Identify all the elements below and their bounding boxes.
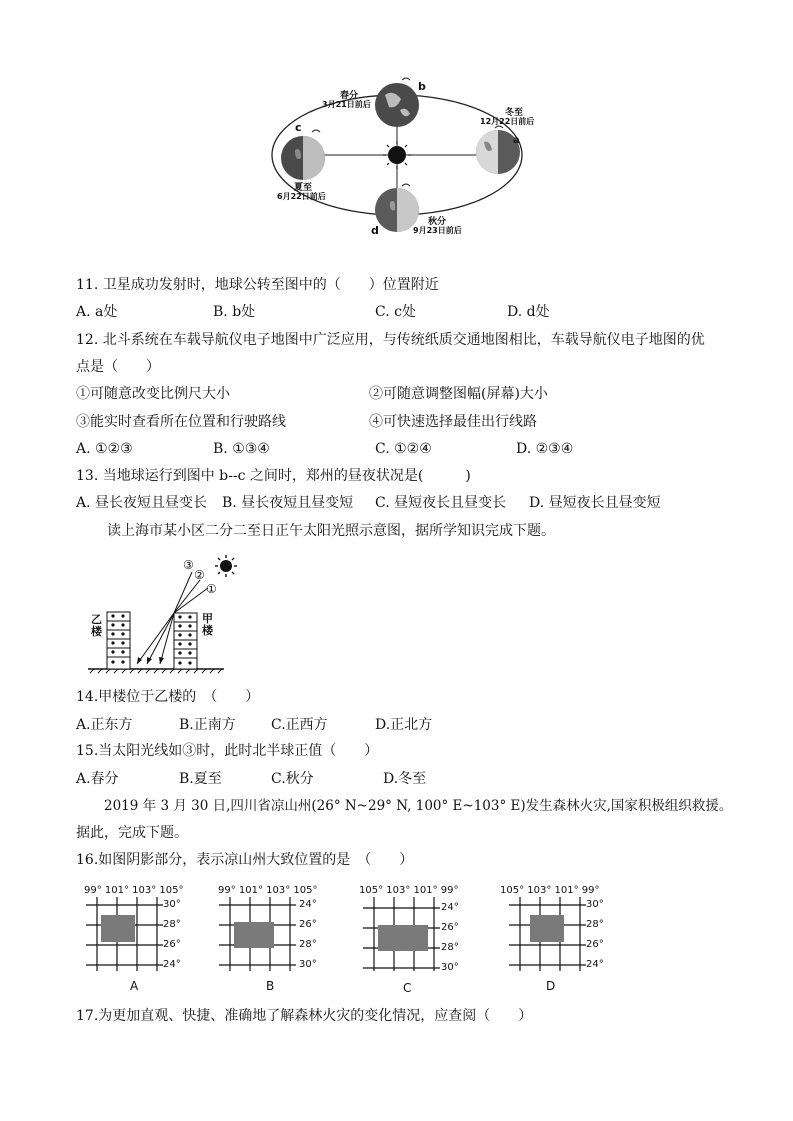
grid-a-r1: 30° bbox=[163, 899, 181, 910]
grid-c-top: 105° 103° 101° 99° bbox=[359, 885, 459, 896]
q12-stem-line1: 12. 北斗系统在车载导航仪电子地图中广泛应用，与传统纸质交通地图相比，车载导航仪电子地图的优 bbox=[76, 332, 705, 348]
orbit-label-c-date: 6月22日前后 bbox=[277, 192, 326, 201]
grid-c-r1: 24° bbox=[441, 902, 459, 913]
q11-option-d: D. d处 bbox=[507, 304, 550, 320]
q12-item-4: ④可快速选择最佳出行线路 bbox=[369, 414, 537, 430]
grid-c-letter: C bbox=[403, 981, 412, 995]
q12-item-3: ③能实时查看所在位置和行驶路线 bbox=[76, 414, 286, 430]
orbit-label-d-date: 9月23日前后 bbox=[413, 226, 462, 235]
orbit-label-d-name: 秋分 bbox=[428, 217, 447, 227]
q13-option-a: A. 昼长夜短且昼变长 bbox=[76, 495, 208, 511]
q17-stem: 17.为更加直观、快捷、准确地了解森林火灾的变化情况，应查阅（ ） bbox=[76, 1008, 533, 1024]
q15-option-a: A.春分 bbox=[76, 771, 119, 787]
q12-option-b: B. ①③④ bbox=[213, 441, 270, 457]
orbit-label-c-letter: c bbox=[295, 121, 302, 134]
q12-item-1: ①可随意改变比例尺大小 bbox=[76, 386, 230, 402]
q15-option-d: D.冬至 bbox=[383, 771, 427, 787]
grid-b-letter: B bbox=[266, 979, 275, 993]
grid-d-top: 105° 103° 101° 99° bbox=[500, 885, 600, 896]
q15-option-b: B.夏至 bbox=[179, 771, 222, 787]
grid-c-r3: 28° bbox=[441, 942, 459, 953]
grid-d-r4: 24° bbox=[586, 959, 604, 970]
grid-b-r2: 26° bbox=[299, 919, 317, 930]
q13-stem: 13. 当地球运行到图中 b--c 之间时，郑州的昼夜状况是( ) bbox=[76, 468, 471, 484]
grid-a-top: 99° 101° 103° 105° bbox=[84, 885, 184, 896]
ray-label-3: ③ bbox=[183, 558, 194, 572]
ray-label-1: ① bbox=[206, 582, 217, 596]
q11-option-c: C. c处 bbox=[375, 304, 416, 320]
grid-b-top: 99° 101° 103° 105° bbox=[218, 885, 318, 896]
q11-stem: 11. 卫星成功发射时，地球公转至图中的（ ）位置附近 bbox=[76, 277, 439, 293]
q14-option-c: C.正西方 bbox=[271, 717, 328, 733]
orbit-label-d-letter: d bbox=[371, 224, 379, 237]
q12-option-a: A. ①②③ bbox=[76, 441, 133, 457]
q12-option-d: D. ②③④ bbox=[516, 441, 574, 457]
orbit-label-a-letter: a bbox=[513, 135, 520, 146]
orbit-label-a-date: 12月22日前后 bbox=[480, 117, 535, 126]
grid-a-r4: 24° bbox=[163, 959, 181, 970]
q16-stem: 16.如图阴影部分，表示凉山州大致位置的是 （ ） bbox=[76, 852, 414, 868]
intro-liangshan-2: 据此，完成下题。 bbox=[76, 825, 188, 841]
q13-option-d: D. 昼短夜长且昼变短 bbox=[529, 495, 661, 511]
q15-stem: 15.当太阳光线如③时，此时北半球正值（ ） bbox=[76, 743, 379, 759]
grid-b-r1: 24° bbox=[299, 899, 317, 910]
q12-stem-line2: 点是（ ） bbox=[76, 359, 160, 375]
grid-b-r4: 30° bbox=[299, 959, 317, 970]
building-left-label: 乙楼 bbox=[91, 613, 102, 638]
intro-liangshan: 2019 年 3 月 30 日,四川省凉山州(26° N~29° N, 100° E~103° E)发生森林火灾,国家积极组织救援。 bbox=[104, 798, 733, 814]
q14-option-b: B.正南方 bbox=[179, 717, 236, 733]
q14-stem: 14.甲楼位于乙楼的 （ ） bbox=[76, 689, 260, 705]
q15-option-c: C.秋分 bbox=[271, 771, 314, 787]
grid-d-r1: 30° bbox=[586, 899, 604, 910]
orbit-label-b-name: 春分 bbox=[340, 91, 359, 101]
grid-a-letter: A bbox=[130, 979, 139, 993]
q11-option-b: B. b处 bbox=[213, 304, 256, 320]
grid-a-r3: 26° bbox=[163, 939, 181, 950]
orbit-label-b-letter: b bbox=[418, 80, 426, 93]
building-right-label: 甲楼 bbox=[202, 612, 213, 637]
q14-option-d: D.正北方 bbox=[375, 717, 433, 733]
q12-item-2: ②可随意调整图幅(屏幕)大小 bbox=[369, 386, 548, 402]
grid-d-r2: 28° bbox=[586, 919, 604, 930]
grid-b-r3: 28° bbox=[299, 939, 317, 950]
orbit-label-a-name: 冬至 bbox=[505, 108, 524, 118]
q12-option-c: C. ①②④ bbox=[375, 441, 432, 457]
q13-option-b: B. 昼长夜短且昼变短 bbox=[222, 495, 354, 511]
orbit-label-b-date: 3月21日前后 bbox=[322, 100, 371, 109]
q13-option-c: C. 昼短夜长且昼变长 bbox=[375, 495, 507, 511]
q14-option-a: A.正东方 bbox=[76, 717, 133, 733]
grid-d-r3: 26° bbox=[586, 939, 604, 950]
orbit-label-c-name: 夏至 bbox=[294, 183, 313, 193]
grid-d-letter: D bbox=[546, 979, 556, 993]
grid-c-r2: 26° bbox=[441, 922, 459, 933]
intro-shanghai: 读上海市某小区二分二至日正午太阳光照示意图，据所学知识完成下题。 bbox=[107, 523, 555, 539]
grid-c-r4: 30° bbox=[441, 962, 459, 973]
q11-option-a: A. a处 bbox=[76, 304, 118, 320]
ray-label-2: ② bbox=[194, 568, 205, 582]
grid-a-r2: 28° bbox=[163, 919, 181, 930]
